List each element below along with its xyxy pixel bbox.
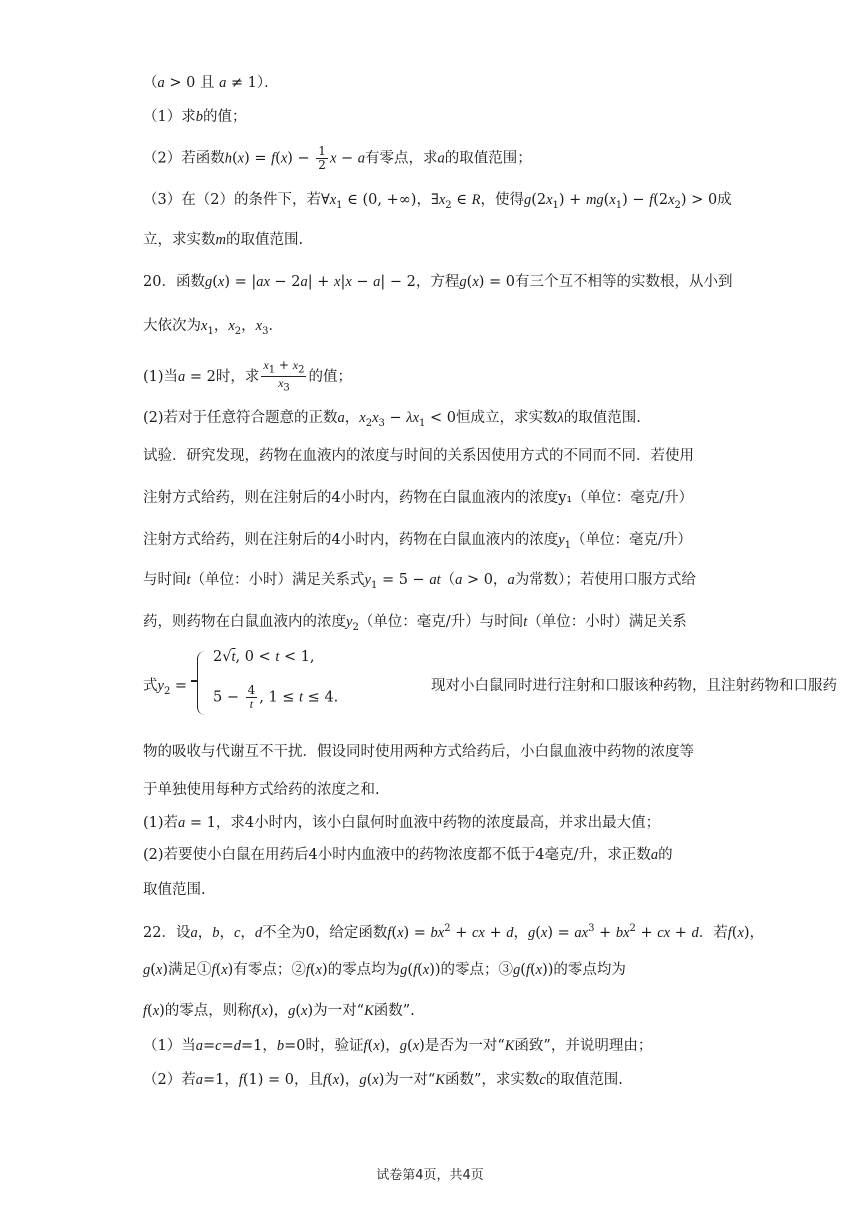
piecewise-case-2: 5 − $\frac{4}{t}$ , 1 ≤ t ≤ 4. <box>213 683 339 711</box>
question-19-cont-line-1: （a > 0 且 a ≠ 1）． <box>143 75 279 91</box>
question-21-line-1: 试验．研究发现，药物在血液内的浓度与时间的关系因使用方式的不同而不同．若使用 <box>143 448 694 464</box>
question-21-part-2-line-1: (2)若要使小白鼠在用药后4小时内血液中的药物浓度都不低于4毫克/升，求正数a的 <box>143 847 673 863</box>
piecewise-brace <box>197 651 208 715</box>
question-21-part-2-line-2: 取值范围. <box>143 882 206 898</box>
question-20-part-2: (2)若对于任意符合题意的正数a，$x_2x_3 - \lambda x_1 < 0$恒成立，求实数λ的取值范围. <box>143 410 641 429</box>
question-22-line-1: 22．设a，b，c，d不全为0，给定函数$f(x) = bx^2$ + cx + d，$g(x) = ax^3 + bx^2$ + cx + d．若f(x)， <box>143 923 765 941</box>
question-21-line-8: 于单独使用每种方式给药的浓度之和. <box>143 782 380 798</box>
question-20-line-1: 20．函数g(x) = |ax − 2a| + x|x − a| − 2，方程g(x) = 0有三个互不相等的实数根，从小到 <box>143 274 733 290</box>
question-21-line-4: 与时间t（单位：小时）满足关系式$y_1 = 5 - at(a > 0$，a为常数）；若使用口服方式给 <box>143 572 696 591</box>
question-19-part-1: （1）求b的值； <box>143 109 247 125</box>
question-21-line-5: 药，则药物在白鼠血液内的浓度$y_2$（单位：毫克/升）与时间t（单位：小时）满足关系 <box>143 614 687 633</box>
question-21-line-7: 物的吸收与代谢互不干扰．假设同时使用两种方式给药后，小白鼠血液中药物的浓度等 <box>143 744 694 760</box>
page-footer: 试卷第4页，共4页 <box>376 1168 484 1183</box>
question-20-line-2: 大依次为$x_1$，$x_2$，$x_3$． <box>143 318 283 337</box>
piecewise-case-1: 2√t, 0 < t < 1, <box>213 649 315 665</box>
question-21-part-1: (1)若a = 1，求4小时内，该小白鼠何时血液中药物的浓度最高，并求出最大值； <box>143 815 661 831</box>
question-20-part-1: (1)当a = 2时，求 $\frac{x_1 + x_2}{x_3}$ 的值； <box>143 358 352 394</box>
piecewise-label: 式$y_2$ = <box>143 678 188 697</box>
question-22-line-3: f(x)的零点，则称f(x)，g(x)为一对“K函数”. <box>143 1003 415 1019</box>
question-19-part-3-line-2: 立，求实数m的取值范围. <box>143 232 304 248</box>
question-22-part-1: （1）当a=c=d=1，b=0时，验证f(x)，g(x)是否为一对“K函致”，并说明理由； <box>143 1038 653 1054</box>
piecewise-rest: 现对小白鼠同时进行注射和口服该种药物，且注射药物和口服药 <box>431 678 837 694</box>
question-21-line-3: 注射方式给药，则在注射后的4小时内，药物在白鼠血液内的浓度$y_1$（单位：毫克/升） <box>143 532 692 551</box>
question-22-line-2: g(x)满足①f(x)有零点；②f(x)的零点均为g(f(x))的零点；③g(f(x))的零点均为 <box>143 962 626 978</box>
question-19-part-3-line-1: （3）在（2）的条件下，若$\forall x_1$ ∈ (0, +∞)，$\exists x_2$ ∈ R，使得$g(2x_1) + mg(x_1) - f(2x_2) > 0$成 <box>143 192 732 211</box>
question-19-part-2: （2）若函数h(x) = f(x) − $\frac{1}{2}$ x − a有零点，求a的取值范围； <box>143 144 532 172</box>
question-22-part-2: （2）若a=1，f(1) = 0，且f(x)，g(x)为一对“K函数”，求实数c的取值范围. <box>143 1072 623 1088</box>
question-21-line-2: 注射方式给药，则在注射后的4小时内，药物在白鼠血液内的浓度y₁（单位：毫克/升） <box>143 490 694 506</box>
